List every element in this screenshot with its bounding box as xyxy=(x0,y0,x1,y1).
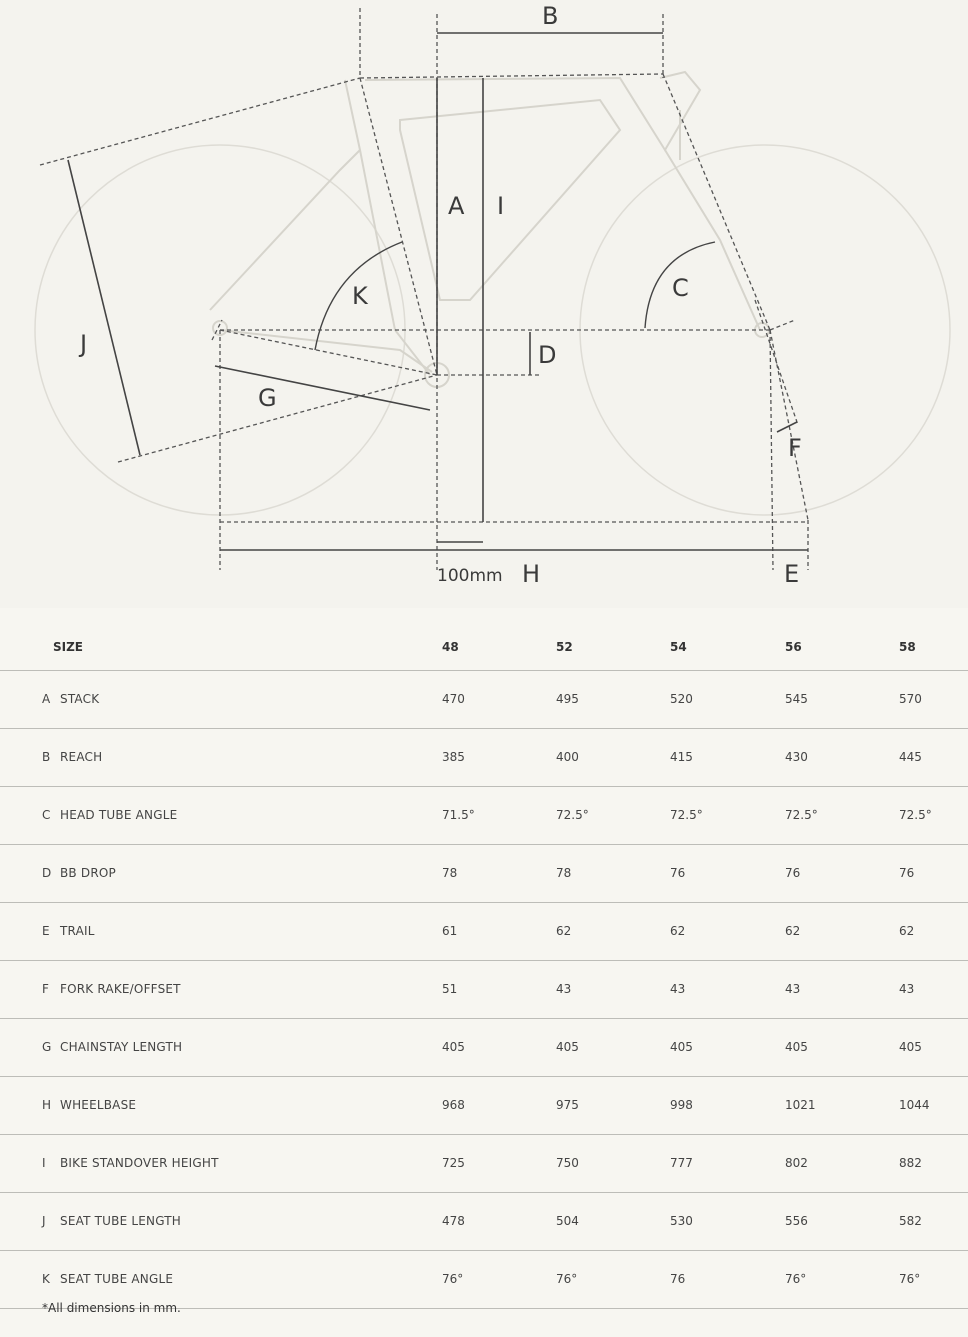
row-name: WHEELBASE xyxy=(60,1098,137,1112)
label-b: B xyxy=(542,2,559,30)
row-name: SEAT TUBE LENGTH xyxy=(60,1214,182,1228)
footnote: *All dimensions in mm. xyxy=(42,1301,181,1315)
table-cell: 385 xyxy=(442,750,465,764)
table-cell: 556 xyxy=(785,1214,808,1228)
label-i: I xyxy=(497,192,505,220)
label-g: G xyxy=(258,384,277,412)
label-a: A xyxy=(448,192,465,220)
table-row-bb-drop xyxy=(0,845,968,903)
table-cell: 415 xyxy=(670,750,693,764)
row-letter: C xyxy=(42,808,51,822)
table-cell: 76 xyxy=(670,866,686,880)
size-header-52: 52 xyxy=(556,640,573,654)
row-name: FORK RAKE/OFFSET xyxy=(60,982,181,996)
table-cell: 62 xyxy=(899,924,915,938)
table-cell: 430 xyxy=(785,750,808,764)
table-cell: 998 xyxy=(670,1098,693,1112)
table-cell: 545 xyxy=(785,692,808,706)
table-cell: 445 xyxy=(899,750,922,764)
frame-outline xyxy=(210,72,769,387)
label-d: D xyxy=(538,341,557,369)
construction-lines xyxy=(40,8,808,570)
table-cell: 405 xyxy=(670,1040,693,1054)
row-name: REACH xyxy=(60,750,103,764)
table-cell: 76° xyxy=(785,1272,807,1286)
table-cell: 478 xyxy=(442,1214,465,1228)
table-cell: 405 xyxy=(785,1040,808,1054)
row-name: TRAIL xyxy=(60,924,95,938)
table-row-fork-rake xyxy=(0,961,968,1019)
table-row-chainstay-length xyxy=(0,1019,968,1077)
table-cell: 62 xyxy=(670,924,686,938)
table-cell: 405 xyxy=(556,1040,579,1054)
label-c: C xyxy=(672,274,689,302)
table-cell: 530 xyxy=(670,1214,693,1228)
table-cell: 968 xyxy=(442,1098,465,1112)
geometry-table xyxy=(0,618,968,1309)
table-cell: 570 xyxy=(899,692,922,706)
table-row-reach xyxy=(0,729,968,787)
table-cell: 62 xyxy=(785,924,801,938)
table-cell: 71.5° xyxy=(442,808,475,822)
table-cell: 72.5° xyxy=(670,808,703,822)
table-cell: 882 xyxy=(899,1156,922,1170)
table-row-trail xyxy=(0,903,968,961)
table-cell: 43 xyxy=(670,982,686,996)
table-cell: 975 xyxy=(556,1098,579,1112)
row-name: BB DROP xyxy=(60,866,116,880)
size-header-54: 54 xyxy=(670,640,687,654)
table-cell: 51 xyxy=(442,982,458,996)
row-letter: A xyxy=(42,692,51,706)
row-letter: J xyxy=(42,1214,46,1228)
table-row-wheelbase xyxy=(0,1077,968,1135)
table-cell: 405 xyxy=(899,1040,922,1054)
table-cell: 43 xyxy=(556,982,572,996)
table-cell: 777 xyxy=(670,1156,693,1170)
label-k: K xyxy=(352,282,368,310)
dimension-line-f xyxy=(777,422,797,432)
table-cell: 76° xyxy=(442,1272,464,1286)
table-row-head-tube-angle xyxy=(0,787,968,845)
table-cell: 1021 xyxy=(785,1098,816,1112)
table-cell: 76 xyxy=(899,866,915,880)
label-f: F xyxy=(788,434,802,462)
row-letter: F xyxy=(42,982,49,996)
table-cell: 76° xyxy=(556,1272,578,1286)
table-cell: 750 xyxy=(556,1156,579,1170)
table-row-stack xyxy=(0,671,968,729)
row-name: HEAD TUBE ANGLE xyxy=(60,808,178,822)
row-name: STACK xyxy=(60,692,100,706)
table-cell: 76° xyxy=(899,1272,921,1286)
label-h: H xyxy=(522,560,541,588)
table-cell: 470 xyxy=(442,692,465,706)
table-cell: 400 xyxy=(556,750,579,764)
bike-geometry-diagram xyxy=(0,0,968,608)
size-header-56: 56 xyxy=(785,640,802,654)
table-cell: 725 xyxy=(442,1156,465,1170)
table-cell: 495 xyxy=(556,692,579,706)
table-cell: 72.5° xyxy=(785,808,818,822)
table-cell: 62 xyxy=(556,924,572,938)
row-letter: B xyxy=(42,750,51,764)
table-cell: 76 xyxy=(785,866,801,880)
row-letter: H xyxy=(42,1098,52,1112)
table-cell: 78 xyxy=(442,866,458,880)
table-cell: 1044 xyxy=(899,1098,930,1112)
row-letter: E xyxy=(42,924,50,938)
dimension-line-j xyxy=(68,160,140,455)
table-header-row xyxy=(0,618,968,671)
row-name: SEAT TUBE ANGLE xyxy=(60,1272,174,1286)
table-row-standover-height xyxy=(0,1135,968,1193)
table-cell: 72.5° xyxy=(556,808,589,822)
geometry-drawing xyxy=(0,0,968,608)
table-cell: 76 xyxy=(670,1272,686,1286)
table-cell: 504 xyxy=(556,1214,579,1228)
size-column-header: SIZE xyxy=(53,640,84,654)
table-cell: 582 xyxy=(899,1214,922,1228)
table-cell: 802 xyxy=(785,1156,808,1170)
row-letter: K xyxy=(42,1272,50,1286)
label-j: J xyxy=(80,330,88,358)
row-letter: D xyxy=(42,866,52,880)
row-letter: G xyxy=(42,1040,52,1054)
row-letter: I xyxy=(42,1156,46,1170)
dimension-line-g xyxy=(215,366,430,410)
table-cell: 78 xyxy=(556,866,572,880)
size-header-58: 58 xyxy=(899,640,916,654)
row-name: BIKE STANDOVER HEIGHT xyxy=(60,1156,219,1170)
row-name: CHAINSTAY LENGTH xyxy=(60,1040,183,1054)
table-row-seat-tube-length xyxy=(0,1193,968,1251)
table-cell: 72.5° xyxy=(899,808,932,822)
table-cell: 405 xyxy=(442,1040,465,1054)
table-cell: 43 xyxy=(785,982,801,996)
table-cell: 61 xyxy=(442,924,458,938)
size-header-48: 48 xyxy=(442,640,459,654)
table-cell: 520 xyxy=(670,692,693,706)
table-cell: 43 xyxy=(899,982,915,996)
label-e: E xyxy=(784,560,800,588)
scale-label: 100mm xyxy=(437,566,503,586)
